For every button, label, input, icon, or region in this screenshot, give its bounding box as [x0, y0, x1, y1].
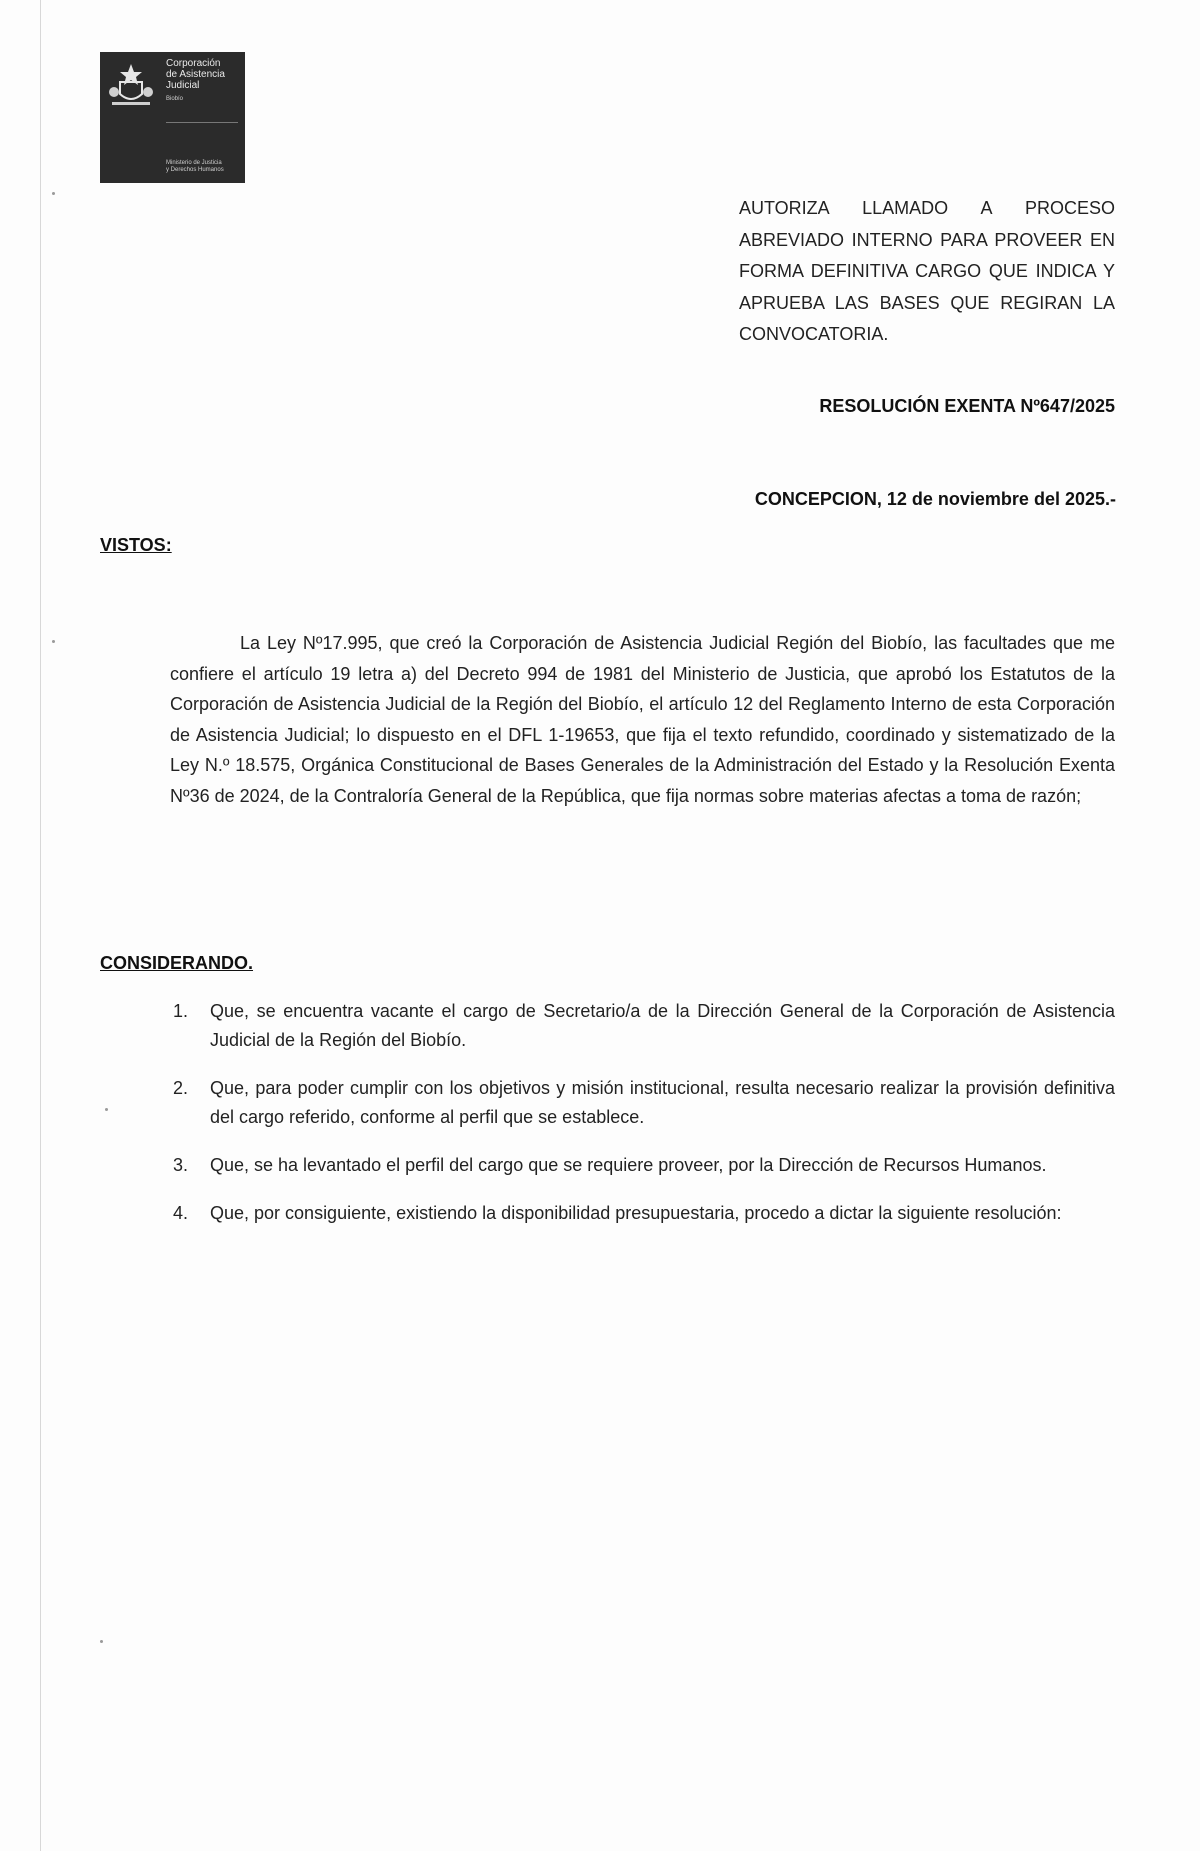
considerando-list — [168, 997, 1115, 1247]
scan-edge-line — [40, 0, 41, 1851]
scan-speck — [105, 1108, 108, 1111]
place-date: CONCEPCION, 12 de noviembre del 2025.- — [754, 489, 1116, 509]
logo-organization-name — [166, 58, 242, 91]
resolution-number: RESOLUCIÓN EXENTA Nº647/2025 — [819, 396, 1115, 416]
item-number: 2. — [173, 1078, 189, 1098]
vistos-body: La Ley Nº17.995, que creó la Corporación de Asistencia Judicial Región del Biobío, las facultades que me confiere el artículo 19 letra a) del Decreto 994 de 1981 del Ministerio de Justicia, que aprobó los Estatutos de la Corporación de Asistencia Judicial de la Región del Biobío, el artículo 12 del Reglamento Interno de esta Corporación de Asistencia Judicial; lo dispuesto en el DFL 1-19653, que fija el texto refundido, coordinado y sistematizado de la Ley N.º 18.575, Orgánica Constitucional de Bases Generales de la Administración del Estado y la Resolución Exenta Nº36 de 2024, de la Contraloría General de la República, que fija normas sobre materias afectas a toma de razón; — [170, 633, 1115, 806]
coat-of-arms-icon — [106, 60, 156, 110]
scan-speck — [100, 1640, 103, 1643]
resolution-title: AUTORIZA LLAMADO A PROCESO ABREVIADO INTERNO PARA PROVEER EN FORMA DEFINITIVA CARGO QUE INDICA Y APRUEBA LAS BASES QUE REGIRAN LA CONVOCATORIA. — [739, 198, 1115, 344]
logo-org-line: Judicial — [166, 80, 200, 91]
item-text: Que, por consiguiente, existiendo la disponibilidad presupuestaria, procedo a dictar la siguiente resolución: — [210, 1203, 1062, 1223]
item-text: Que, para poder cumplir con los objetivos y misión institucional, resulta necesario realizar la provisión definitiva del cargo referido, conforme al perfil que se establece. — [210, 1078, 1115, 1127]
considerando-item — [168, 1199, 1115, 1228]
item-number: 1. — [173, 1001, 189, 1021]
item-number: 3. — [173, 1155, 189, 1175]
institution-logo — [100, 52, 245, 183]
item-text: Que, se encuentra vacante el cargo de Secretario/a de la Dirección General de la Corporación de Asistencia Judicial de la Región del Biobío. — [210, 1001, 1115, 1050]
item-text: Que, se ha levantado el perfil del cargo que se requiere proveer, por la Dirección de Recursos Humanos. — [210, 1155, 1047, 1175]
scan-speck — [52, 192, 55, 195]
logo-ministry-line: y Derechos Humanos — [166, 167, 224, 173]
logo-divider — [166, 122, 238, 123]
considerando-item — [168, 1151, 1115, 1180]
scan-speck — [52, 640, 55, 643]
considerando-item — [168, 997, 1115, 1055]
considerando-heading: CONSIDERANDO. — [100, 953, 254, 973]
logo-ministry-line: Ministerio de Justicia — [166, 160, 222, 166]
logo-ministry — [166, 160, 242, 174]
considerando-item — [168, 1074, 1115, 1132]
logo-org-line: Corporación — [166, 58, 221, 69]
vistos-heading: VISTOS: — [100, 535, 172, 555]
logo-org-line: de Asistencia — [166, 69, 225, 80]
logo-region: Biobío — [166, 96, 184, 102]
item-number: 4. — [173, 1203, 189, 1223]
